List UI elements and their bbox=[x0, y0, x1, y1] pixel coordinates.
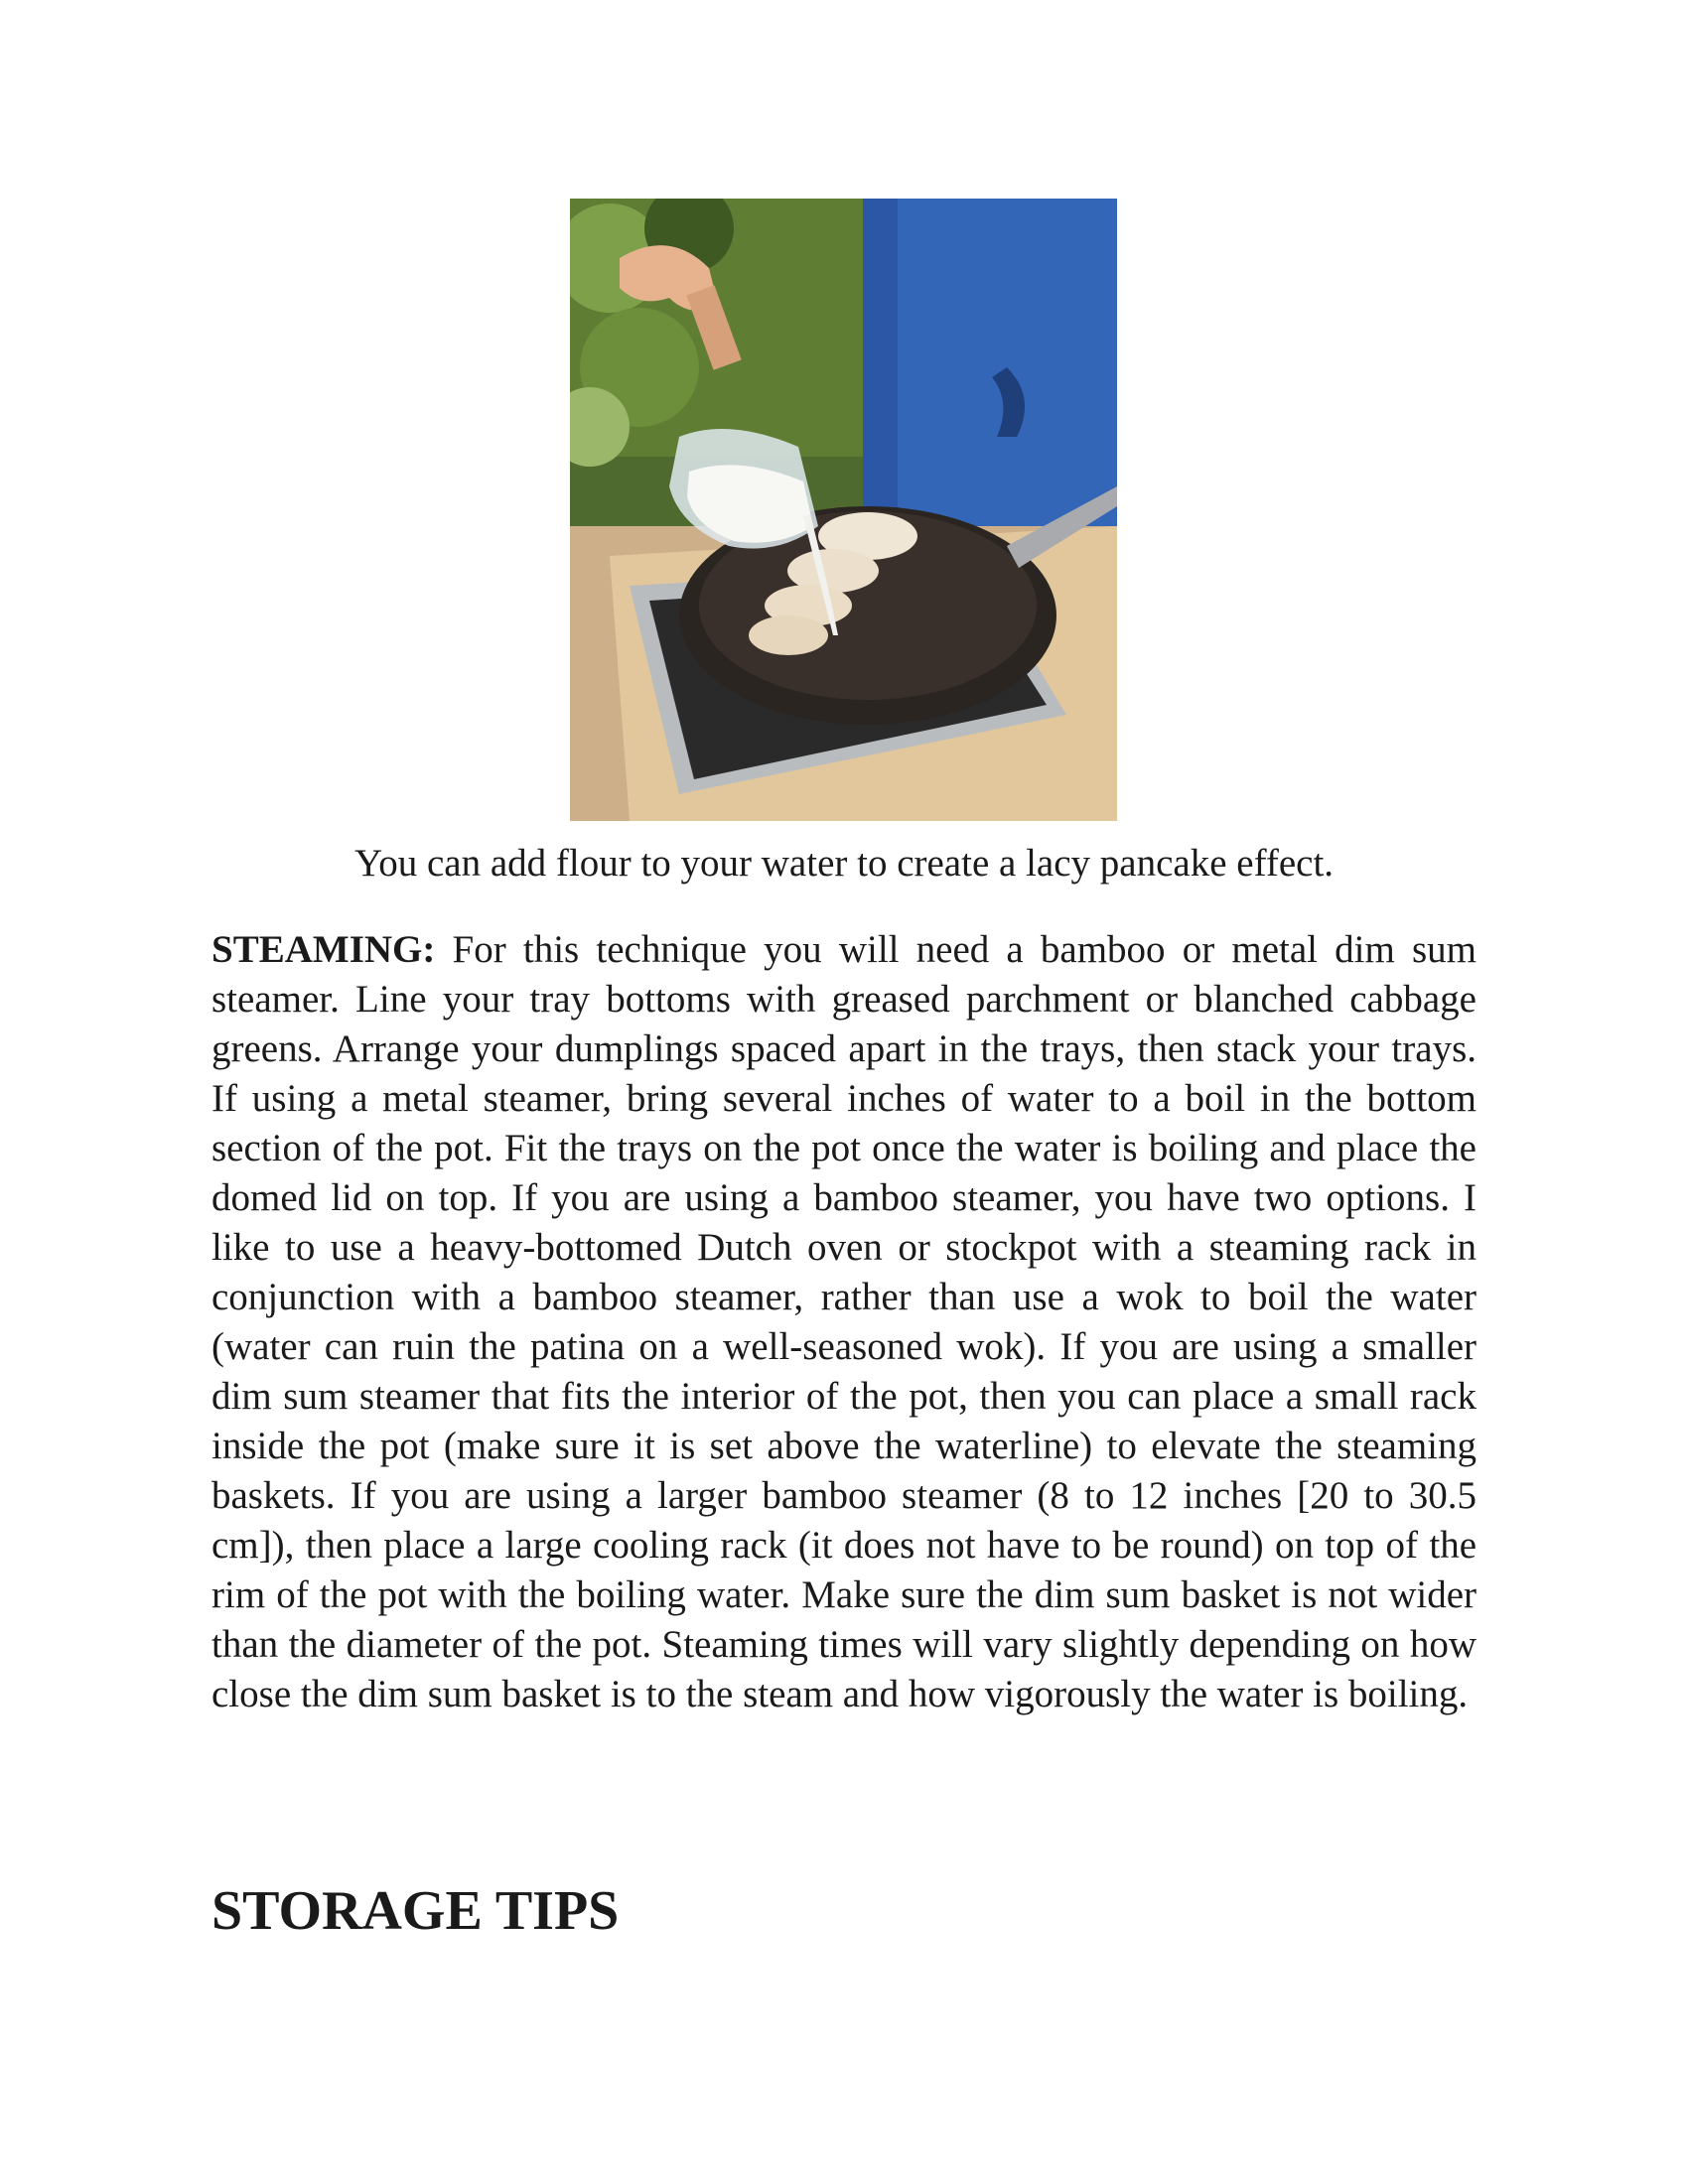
steaming-paragraph bbox=[211, 925, 1477, 1719]
steaming-text: For this technique you will need a bamboo or metal dim sum steamer. Line your tray bottoms with greased parchment or blanched cabbage greens. Arrange your dumplings spaced apart in the trays, then stack your trays. If using a metal steamer, bring several inches of water to a boil in the bottom section of the pot. Fit the trays on the pot once the water is boiling and place the domed lid on top. If you are using a bamboo steamer, you have two options. I like to use a heavy-bottomed Dutch oven or stockpot with a steaming rack in conjunction with a bamboo steamer, rather than use a wok to boil the water (water can ruin the patina on a well-seasoned wok). If you are using a smaller dim sum steamer that fits the interior of the pot, then you can place a small rack inside the pot (make sure it is set above the waterline) to elevate the steaming baskets. If you are using a larger bamboo steamer (8 to 12 inches [20 to 30.5 cm]), then place a large cooling rack (it does not have to be round) on top of the rim of the pot with the boiling water. Make sure the dim sum basket is not wider than the diameter of the pot. Steaming times will vary slightly depending on how close the dim sum basket is to the steam and how vigorously the water is boiling. bbox=[211, 928, 1477, 1715]
steaming-label: STEAMING: bbox=[211, 928, 436, 971]
cooking-photo bbox=[570, 199, 1117, 821]
figure-caption: You can add flour to your water to create a lacy pancake effect. bbox=[353, 842, 1335, 885]
storage-tips-heading: STORAGE TIPS bbox=[211, 1880, 620, 1942]
